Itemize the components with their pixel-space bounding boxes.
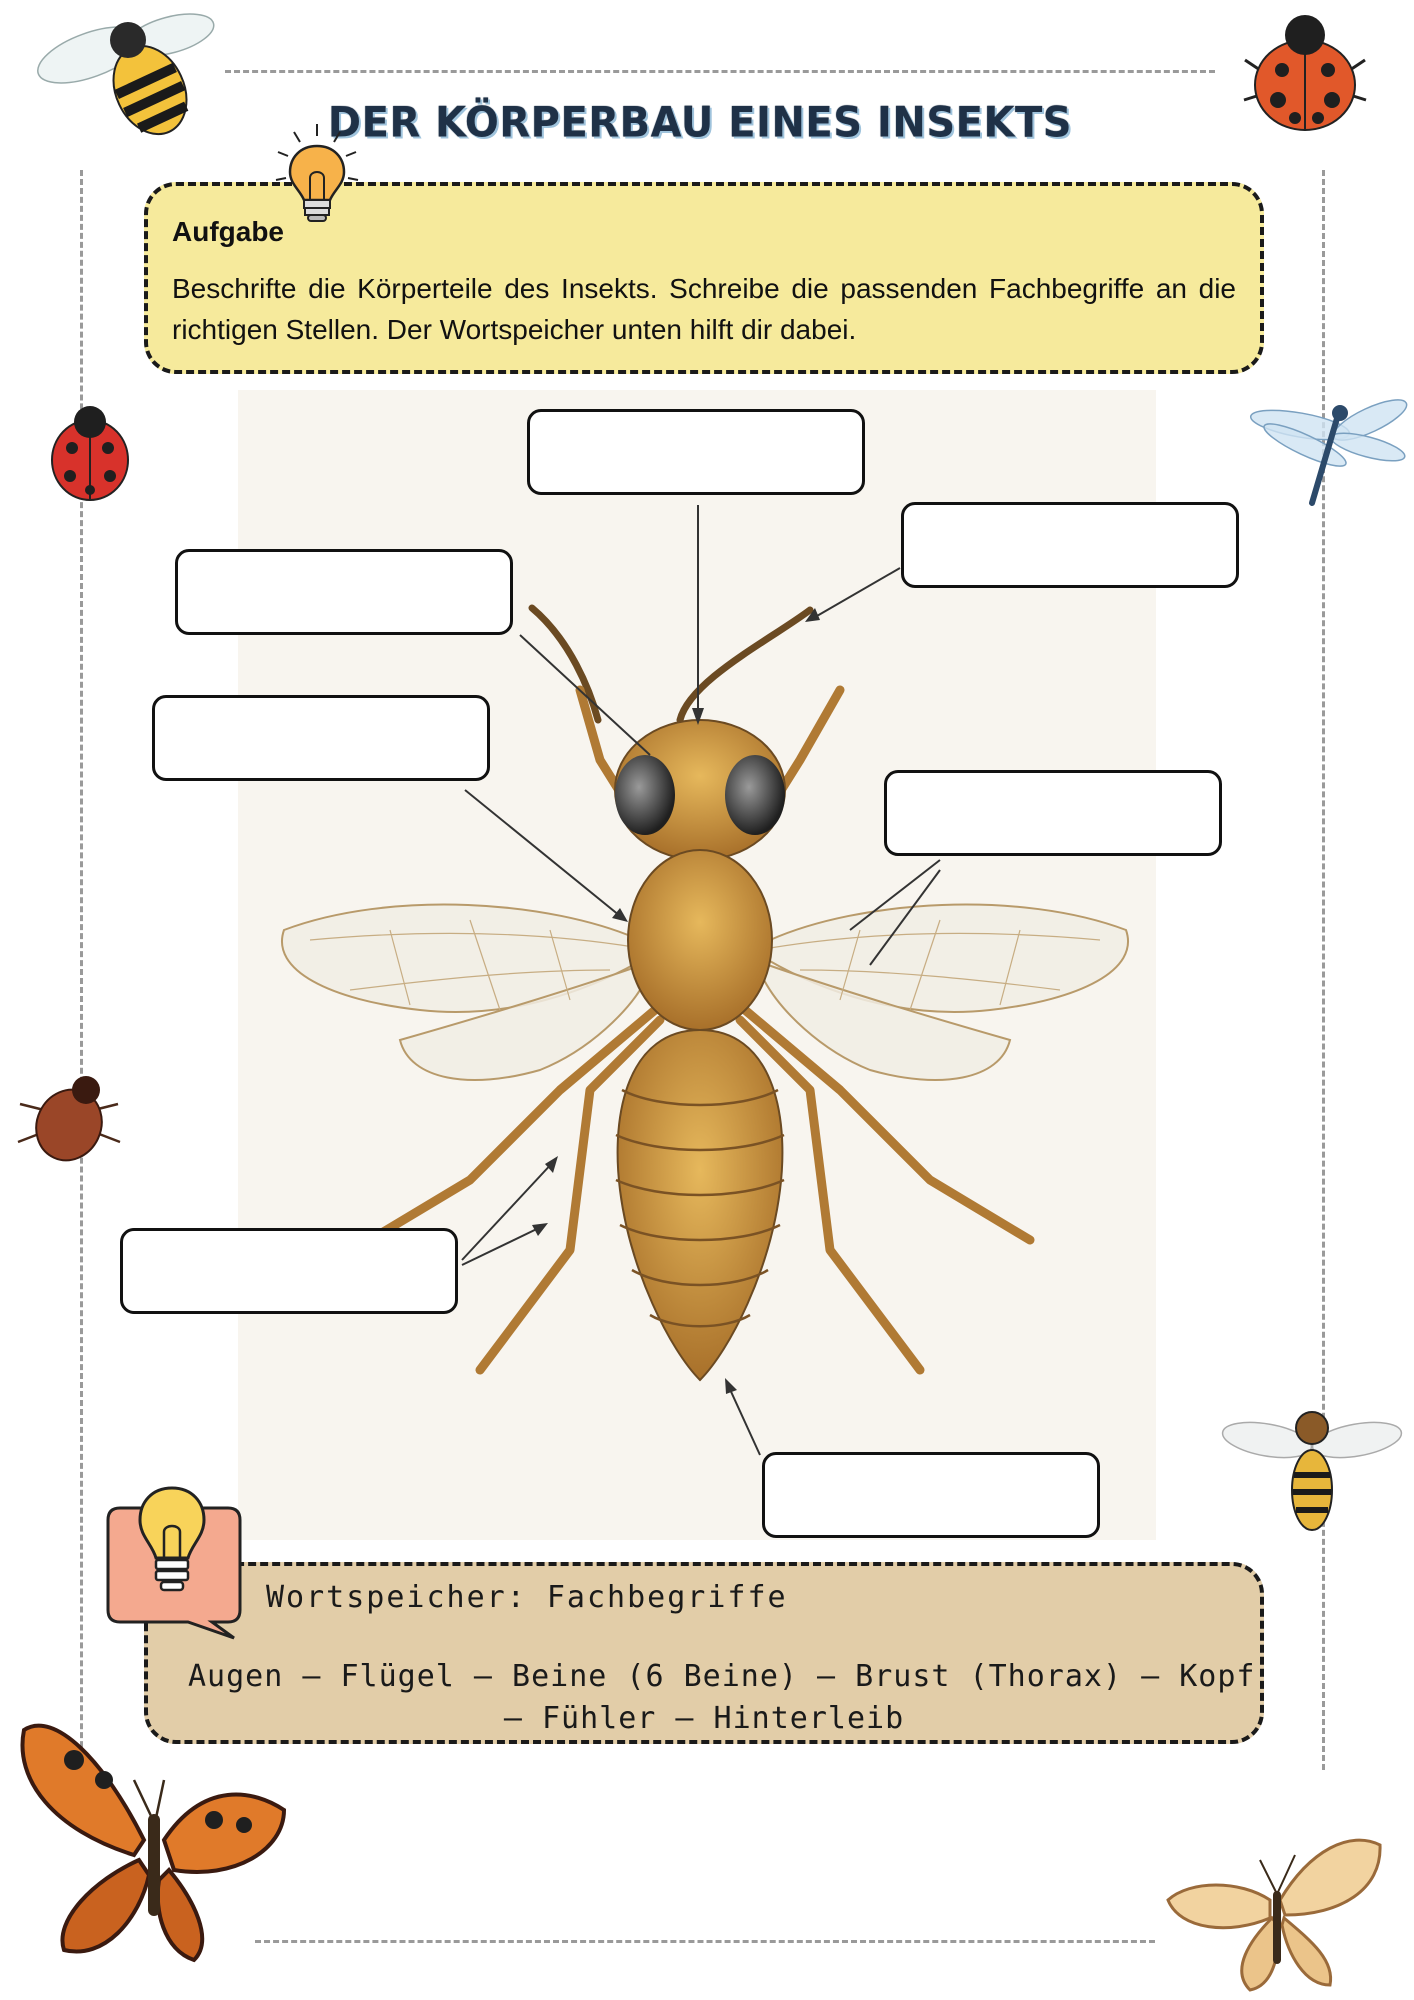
label-box-legs[interactable] [120,1228,458,1314]
wordbank-title: Wortspeicher: Fachbegriffe [266,1580,788,1615]
ladybug-icon [1240,0,1370,140]
ladybug-icon [40,398,140,508]
label-box-upper-left[interactable] [175,549,513,635]
label-box-top[interactable] [527,409,865,495]
dragonfly-icon [1250,385,1410,505]
label-box-left[interactable] [152,695,490,781]
wordbank-terms [188,1656,1256,1740]
butterfly-icon [1160,1800,1390,2000]
hoverfly-icon [1222,1380,1402,1540]
task-label: Aufgabe [172,216,284,247]
label-box-abdomen[interactable] [762,1452,1100,1538]
bee-icon [20,0,220,160]
wordbank-line-2: – Fühler – Hinterleib [503,1701,905,1736]
label-box-antennae[interactable] [901,502,1239,588]
butterfly-icon [14,1690,294,1970]
task-text: Beschrifte die Körperteile des Insekts. Schreibe die passenden Fachbegriffe an die richtigen Stellen. Der Wortspeicher unten hilft dir dabei. [172,273,1236,345]
wordbank-lightbulb-icon [100,1480,250,1640]
wordbank-line-1: Augen – Flügel – Beine (6 Beine) – Brust (Thorax) – Kopf [188,1659,1256,1694]
wordbank-box [144,1562,1264,1744]
beetle-icon [14,1060,124,1170]
page-title: DER KÖRPERBAU EINES INSEKTS [327,98,1073,148]
label-box-wing[interactable] [884,770,1222,856]
